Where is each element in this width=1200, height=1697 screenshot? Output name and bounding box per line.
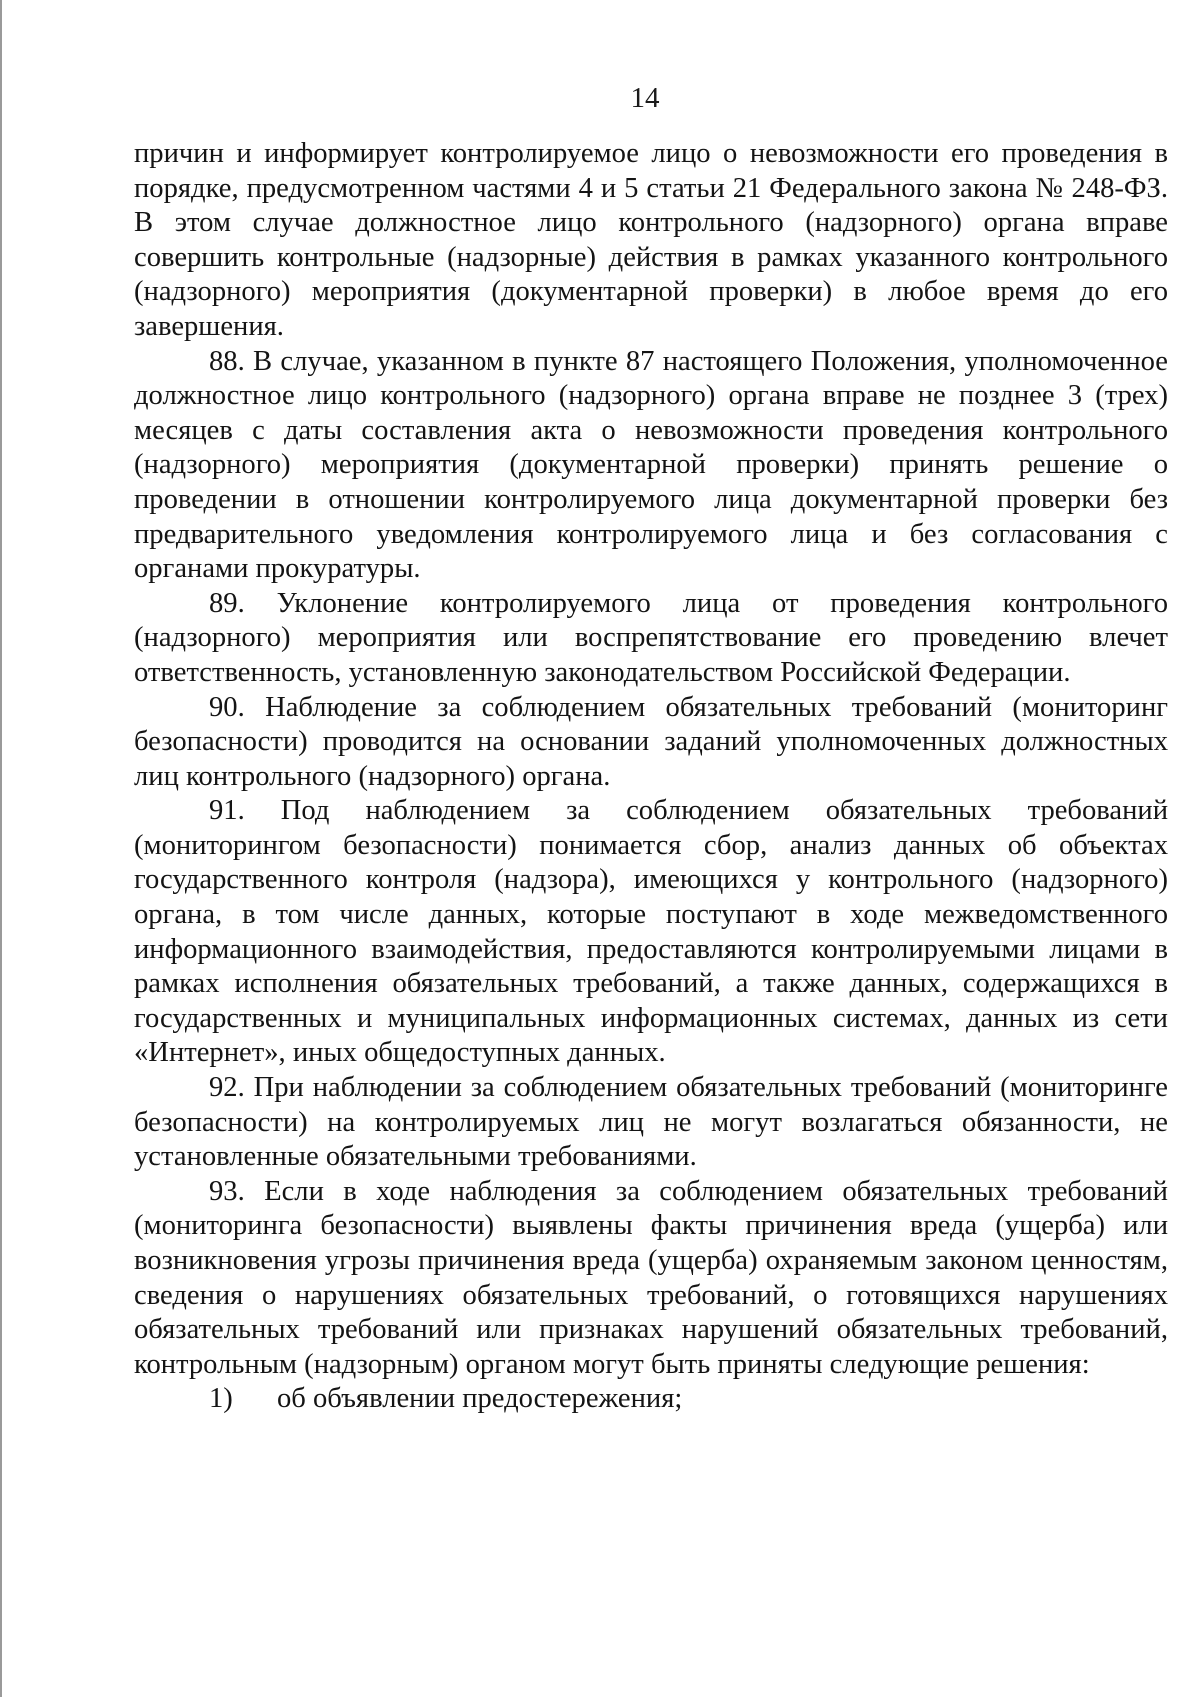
- paragraph-92: 92. При наблюдении за соблюдением обязательных требований (мониторинге безопасности) на контролируемых лиц не могут возлагаться обязанности, не установленные обязательными требованиями.: [134, 1072, 1168, 1173]
- scan-edge-line: [0, 0, 2, 1697]
- paragraph-93: 93. Если в ходе наблюдения за соблюдением обязательных требований (мониторинга безопасности) выявлены факты причинения вреда (ущерба) или возникновения угрозы причинения вреда (ущерба) охраняемым законом ценностям, сведения о нарушениях обязательных требований, о готовящихся нарушениях обязательных требований или признаках нарушений обязательных требований, контрольным (надзорным) органом могут быть приняты следующие решения:: [134, 1175, 1168, 1380]
- list-item-number: 1): [209, 1383, 233, 1415]
- paragraph-continuation: причин и информирует контролируемое лицо о невозможности его проведения в порядке, предусмотренном частями 4 и 5 статьи 21 Федерального закона № 248-ФЗ. В этом случае должностное лицо контрольного (надзорного) органа вправе совершить контрольные (надзорные) действия в рамках указанного контрольного (надзорного) мероприятия (документарной проверки) в любое время до его завершения.: [134, 138, 1168, 342]
- paragraph-90: 90. Наблюдение за соблюдением обязательных требований (мониторинг безопасности) проводится на основании заданий уполномоченных должностных лиц контрольного (надзорного) органа.: [134, 691, 1168, 792]
- document-body: [134, 137, 1168, 1417]
- list-item-1: [134, 1382, 1168, 1417]
- paragraph-89: 89. Уклонение контролируемого лица от проведения контрольного (надзорного) мероприятия или воспрепятствование его проведению влечет ответственность, установленную законодательством Российской Федерации.: [134, 587, 1168, 688]
- page-number: 14: [630, 82, 660, 114]
- paragraph-88: 88. В случае, указанном в пункте 87 настоящего Положения, уполномоченное должностное лицо контрольного (надзорного) органа вправе не позднее 3 (трех) месяцев с даты составления акта о невозможности проведения контрольного (надзорного) мероприятия (документарной проверки) принять решение о проведении в отношении контролируемого лица документарной проверки без предварительного уведомления контролируемого лица и без согласования с органами прокуратуры.: [134, 345, 1168, 585]
- list-item-text: об объявлении предостережения;: [277, 1383, 683, 1415]
- paragraph-91: 91. Под наблюдением за соблюдением обязательных требований (мониторингом безопасности) понимается сбор, анализ данных об объектах государственного контроля (надзора), имеющихся у контрольного (надзорного) органа, в том числе данных, которые поступают в ходе межведомственного информационного взаимодействия, предоставляются контролируемыми лицами в рамках исполнения обязательных требований, а также данных, содержащихся в государственных и муниципальных информационных системах, данных из сети «Интернет», иных общедоступных данных.: [134, 795, 1168, 1069]
